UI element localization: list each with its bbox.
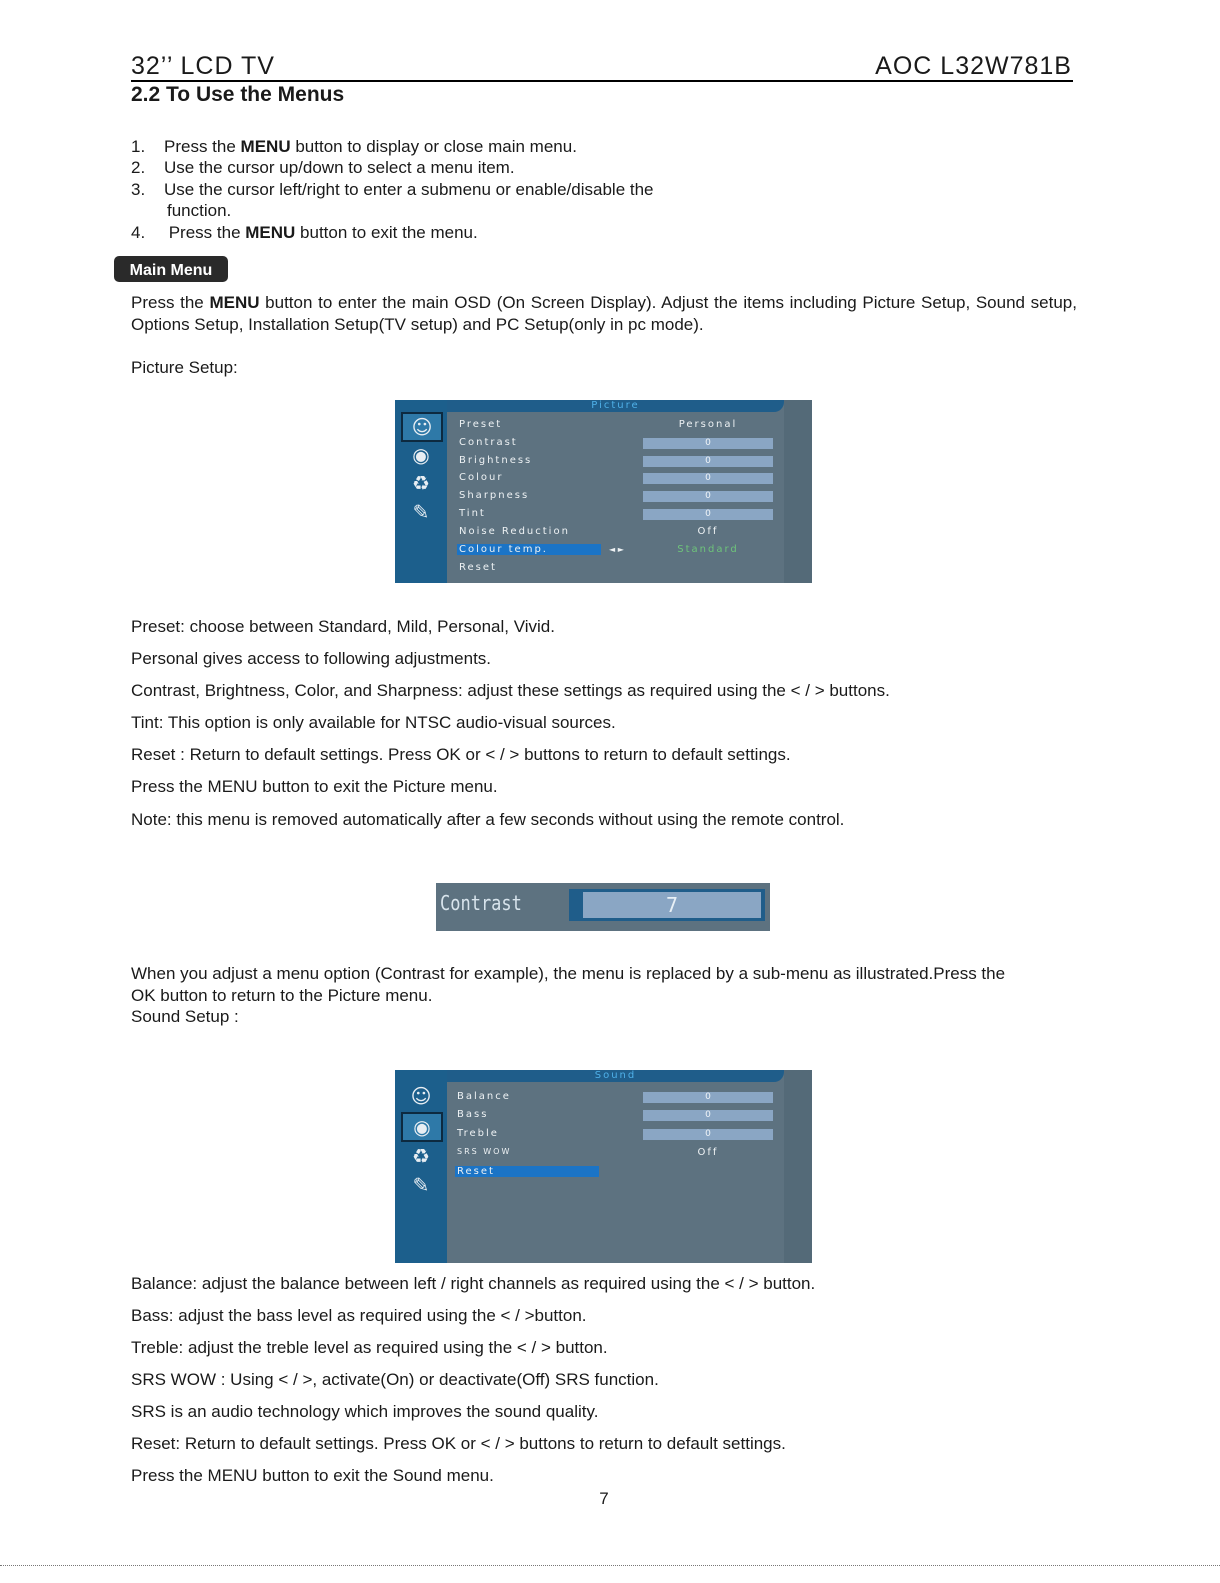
step-text: Press the: [164, 223, 246, 242]
osd-row-contrast: Contrast: [459, 437, 518, 448]
note-reset: Reset : Return to default settings. Press OK or < / > buttons to return to default settings.: [131, 745, 791, 764]
intro-text: Press the: [131, 293, 210, 312]
note-exit: Press the MENU button to exit the Picture menu.: [131, 777, 498, 796]
osd-arrows: ◄ ►: [609, 545, 624, 554]
step-number: 2.: [131, 158, 146, 177]
step-3-continued: function.: [167, 201, 232, 220]
osd-row-tint: Tint: [459, 508, 486, 519]
note-balance: Balance: adjust the balance between left / right channels as required using the < / > button.: [131, 1274, 816, 1293]
note-bass: Bass: adjust the bass level as required using the < / >button.: [131, 1306, 587, 1325]
osd-row-brightness: Brightness: [459, 455, 533, 466]
osd-row-balance: Balance: [457, 1091, 511, 1102]
osd-bar-brightness: 0: [643, 456, 773, 467]
step-text: Use the cursor up/down to select a menu item.: [164, 158, 515, 177]
header-model-number: AOC L32W781B: [875, 52, 1072, 80]
step-text: button to display or close main menu.: [290, 137, 577, 156]
osd-bar-sharpness: 0: [643, 491, 773, 502]
picture-icon: ☺: [401, 412, 443, 442]
osd-row-srs-wow: SRS WOW: [457, 1147, 512, 1156]
osd-row-noise-reduction: Noise Reduction: [459, 526, 570, 537]
sound-setup-heading: Sound Setup :: [131, 1007, 239, 1026]
note-sound-exit: Press the MENU button to exit the Sound menu.: [131, 1466, 494, 1485]
contrast-field: [569, 889, 765, 921]
osd-right-strip: [784, 1070, 812, 1263]
sound-icon: ◉: [401, 1112, 443, 1142]
footer-dotted-rule: [0, 1565, 1220, 1566]
osd-row-bass: Bass: [457, 1109, 489, 1120]
osd-row-reset: Reset: [455, 1166, 599, 1177]
step-text: button to exit the menu.: [295, 223, 478, 242]
note-sound-reset: Reset: Return to default settings. Press OK or < / > buttons to return to default settings.: [131, 1434, 786, 1453]
picture-osd-screenshot: [395, 400, 812, 583]
osd-row-colour: Colour: [459, 472, 504, 483]
main-menu-badge: Main Menu: [114, 256, 228, 282]
section-title: 2.2 To Use the Menus: [131, 83, 345, 106]
osd-right-strip: [784, 400, 812, 583]
osd-bar-treble: 0: [643, 1129, 773, 1140]
intro-paragraph: [131, 292, 1077, 336]
note-srs-wow: SRS WOW : Using < / >, activate(On) or deactivate(Off) SRS function.: [131, 1370, 659, 1389]
osd-bar-balance: 0: [643, 1092, 773, 1103]
step-2: [131, 157, 515, 178]
contrast-submenu-screenshot: [436, 883, 770, 931]
step-1: [131, 136, 577, 157]
osd-value-srs-wow: Off: [697, 1147, 719, 1158]
step-bold: MENU: [240, 137, 291, 156]
osd-value-colour-temp: Standard: [677, 544, 739, 555]
page-number: 7: [599, 1489, 609, 1508]
header-model-type: 32’’ LCD TV: [131, 52, 275, 80]
note-auto-remove: Note: this menu is removed automatically after a few seconds without using the remote control.: [131, 810, 845, 829]
submenu-paragraph-line-2: OK button to return to the Picture menu.: [131, 986, 433, 1005]
osd-bar-tint: 0: [643, 509, 773, 520]
osd-bar-bass: 0: [643, 1110, 773, 1121]
header-rule: [131, 80, 1073, 82]
osd-title: Sound: [447, 1070, 784, 1082]
sound-osd-screenshot: [395, 1070, 812, 1263]
osd-row-sharpness: Sharpness: [459, 490, 530, 501]
intro-bold: MENU: [209, 293, 260, 312]
setup-icon: ✎: [412, 1173, 430, 1197]
step-3: [131, 179, 654, 200]
osd-row-reset: Reset: [459, 562, 497, 573]
step-number: 4.: [131, 223, 146, 242]
note-srs: SRS is an audio technology which improves the sound quality.: [131, 1402, 599, 1421]
note-preset: Preset: choose between Standard, Mild, Personal, Vivid.: [131, 617, 555, 636]
step-text: Use the cursor left/right to enter a submenu or enable/disable the: [164, 180, 654, 199]
intro-text: button to enter the main OSD (On Screen Display). Adjust the items including Picture Setup, Sound setup, Options Setup, Installation Setup(TV setup) and PC Setup(only in pc mode).: [131, 293, 1077, 334]
osd-row-preset: Preset: [459, 419, 503, 430]
osd-row-treble: Treble: [457, 1128, 499, 1139]
osd-value-preset: Personal: [678, 419, 738, 430]
note-treble: Treble: adjust the treble level as required using the < / > button.: [131, 1338, 608, 1357]
contrast-value: 7: [583, 892, 761, 918]
options-icon: ♻: [412, 471, 430, 495]
step-text: Press the: [164, 137, 241, 156]
osd-row-colour-temp: Colour temp.: [457, 544, 601, 555]
contrast-label: Contrast: [440, 891, 522, 915]
sound-icon: ◉: [412, 443, 430, 467]
osd-bar-colour: 0: [643, 473, 773, 484]
step-number: 1.: [131, 137, 146, 156]
osd-bar-contrast: 0: [643, 438, 773, 449]
osd-value-noise-reduction: Off: [697, 526, 719, 537]
picture-icon: ☺: [410, 1084, 432, 1108]
options-icon: ♻: [412, 1144, 430, 1168]
step-number: 3.: [131, 180, 146, 199]
note-tint: Tint: This option is only available for NTSC audio-visual sources.: [131, 713, 616, 732]
step-bold: MENU: [245, 223, 296, 242]
note-contrast: Contrast, Brightness, Color, and Sharpness: adjust these settings as required using the < / > buttons.: [131, 681, 890, 700]
picture-setup-heading: Picture Setup:: [131, 358, 238, 377]
step-4: [131, 222, 478, 243]
note-personal: Personal gives access to following adjustments.: [131, 649, 492, 668]
submenu-paragraph-line-1: When you adjust a menu option (Contrast for example), the menu is replaced by a sub-menu as illustrated.Press the: [131, 964, 1006, 983]
osd-title: Picture: [447, 400, 784, 412]
setup-icon: ✎: [412, 500, 430, 524]
